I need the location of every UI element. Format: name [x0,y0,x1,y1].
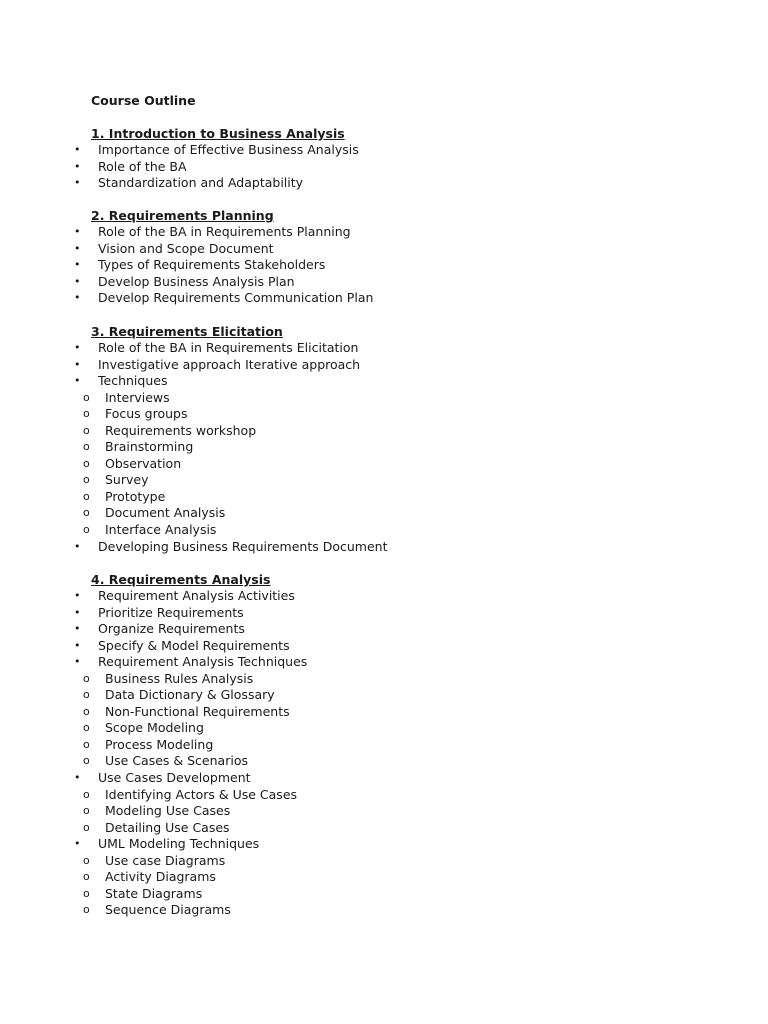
list-item-text: Role of the BA [98,158,187,174]
sub-bullet-icon: o [83,853,90,867]
list-item-text: Types of Requirements Stakeholders [98,257,326,273]
list-item-text: Focus groups [105,406,188,422]
sub-bullet-icon: o [83,704,90,718]
sub-bullet-icon: o [83,754,90,768]
list-item-text: Interface Analysis [105,522,217,538]
list-item-text: Process Modeling [105,736,214,752]
list-item-text: Requirements workshop [105,422,257,438]
list-item-text: Scope Modeling [105,720,204,736]
list-item-text: Prioritize Requirements [98,604,244,620]
bullet-icon: • [74,589,81,602]
bullet-icon: • [74,374,81,388]
list-item [0,539,768,556]
bullet-icon: • [74,539,81,553]
sub-list-item [0,853,768,870]
sub-bullet-icon: o [83,440,90,454]
list-item [0,836,768,853]
sub-list-item [0,489,768,506]
list-item [0,241,768,258]
list-item-text: Observation [105,455,182,471]
list-item-text: Organize Requirements [98,621,245,637]
list-item [0,605,768,622]
list-item-text: UML Modeling Techniques [98,836,260,852]
sub-list-item [0,406,768,423]
list-item-text: Vision and Scope Document [98,240,274,256]
list-item [0,638,768,655]
sub-bullet-icon: o [83,903,90,917]
sub-bullet-icon: o [83,737,90,751]
list-item-text: Specify & Model Requirements [98,637,290,653]
sub-bullet-icon: o [83,787,90,801]
bullet-icon: • [74,341,81,354]
section-items [0,340,768,555]
list-item-text: Modeling Use Cases [105,803,231,819]
list-item-text: Survey [105,472,149,488]
bullet-icon: • [74,176,81,190]
section-heading: 2. Requirements Planning [91,208,274,223]
sub-bullet-icon: o [83,820,90,834]
list-item-text: Role of the BA in Requirements Elicitation [98,340,359,355]
bullet-icon: • [74,274,81,288]
sub-list-item [0,869,768,886]
sub-list-item [0,505,768,522]
section-items [0,224,768,307]
sub-list-item [0,720,768,737]
section-heading: 1. Introduction to Business Analysis [91,126,345,141]
list-item-text: Investigative approach Iterative approach [98,356,361,372]
list-item-text: Sequence Diagrams [105,902,231,918]
bullet-icon: • [74,605,81,619]
sub-list-item [0,886,768,903]
list-item-text: Requirement Analysis Techniques [98,654,308,670]
sub-list-item [0,472,768,489]
list-item [0,588,768,605]
sub-list-item [0,820,768,837]
sub-list-item [0,753,768,770]
sub-list-item [0,787,768,804]
list-item [0,175,768,192]
sub-bullet-icon: o [83,671,90,685]
bullet-icon: • [74,258,81,272]
list-item-text: Techniques [98,373,168,389]
sub-list-item [0,671,768,688]
list-item-text: Document Analysis [105,505,226,521]
sub-list-item [0,803,768,820]
bullet-icon: • [74,291,81,305]
list-item [0,357,768,374]
bullet-icon: • [74,225,81,238]
list-item-text: Requirement Analysis Activities [98,588,295,603]
list-item-text: Business Rules Analysis [105,670,254,686]
list-item-text: Use Cases & Scenarios [105,753,248,769]
list-item-text: Role of the BA in Requirements Planning [98,224,351,239]
sub-bullet-icon: o [83,523,90,537]
list-item [0,373,768,390]
list-item-text: Develop Requirements Communication Plan [98,290,374,306]
sub-bullet-icon: o [83,473,90,487]
list-item [0,257,768,274]
list-item [0,621,768,638]
sub-list-item [0,522,768,539]
page-title: Course Outline [91,93,196,108]
list-item-text: Data Dictionary & Glossary [105,687,275,703]
list-item-text: Use case Diagrams [105,852,226,868]
section-elicitation [0,323,768,555]
sub-list-item [0,737,768,754]
bullet-icon: • [74,241,81,255]
list-item-text: State Diagrams [105,885,203,901]
list-item-text: Developing Business Requirements Document [98,538,388,554]
list-item [0,654,768,671]
bullet-icon: • [74,357,81,371]
sub-list-item [0,456,768,473]
sub-list-item [0,439,768,456]
section-heading: 4. Requirements Analysis [91,572,271,587]
sub-bullet-icon: o [83,407,90,421]
section-heading: 3. Requirements Elicitation [91,324,283,339]
section-introduction [0,125,768,192]
sub-bullet-icon: o [83,456,90,470]
bullet-icon: • [74,837,81,851]
sub-list-item [0,704,768,721]
list-item-text: Importance of Effective Business Analysis [98,142,359,157]
sub-bullet-icon: o [83,423,90,437]
sub-bullet-icon: o [83,870,90,884]
sub-list-item [0,390,768,407]
list-item-text: Standardization and Adaptability [98,175,304,191]
list-item [0,224,768,241]
list-item-text: Identifying Actors & Use Cases [105,786,298,802]
bullet-icon: • [74,143,81,156]
section-planning [0,207,768,307]
list-item-text: Activity Diagrams [105,869,216,885]
bullet-icon: • [74,771,81,785]
section-items [0,588,768,919]
bullet-icon: • [74,622,81,636]
list-item-text: Use Cases Development [98,770,251,786]
sub-bullet-icon: o [83,390,90,404]
sub-list-item [0,902,768,919]
list-item [0,340,768,357]
section-analysis [0,571,768,919]
bullet-icon: • [74,638,81,652]
list-item-text: Develop Business Analysis Plan [98,273,295,289]
sub-bullet-icon: o [83,886,90,900]
bullet-icon: • [74,655,81,669]
sub-bullet-icon: o [83,489,90,503]
list-item-text: Brainstorming [105,439,194,455]
sub-list-item [0,423,768,440]
sub-bullet-icon: o [83,721,90,735]
bullet-icon: • [74,159,81,173]
sub-bullet-icon: o [83,804,90,818]
list-item [0,274,768,291]
list-item [0,290,768,307]
list-item-text: Prototype [105,488,166,504]
list-item-text: Interviews [105,389,170,405]
section-items [0,142,768,192]
list-item-text: Non-Functional Requirements [105,703,290,719]
sub-bullet-icon: o [83,688,90,702]
list-item-text: Detailing Use Cases [105,819,230,835]
sub-list-item [0,687,768,704]
sub-bullet-icon: o [83,506,90,520]
list-item [0,142,768,159]
list-item [0,770,768,787]
list-item [0,159,768,176]
